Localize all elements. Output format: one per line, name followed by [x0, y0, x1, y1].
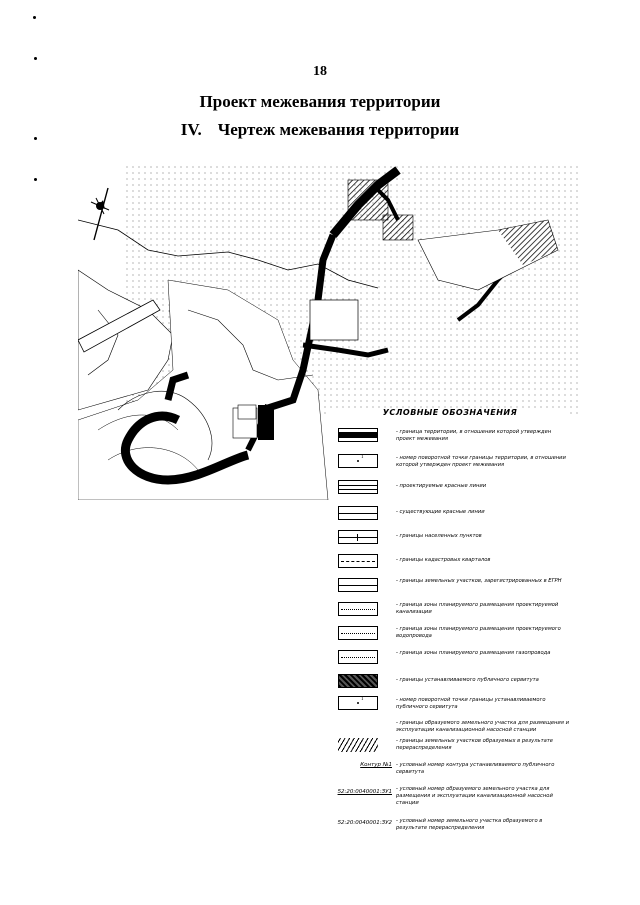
legend-code-label: 52:20:0040001:ЗУ1: [337, 789, 392, 795]
map-legend: [330, 408, 570, 848]
legend-text: - граница зоны планируемого размещения проектируемой канализации: [396, 602, 559, 615]
legend-swatch-line-ticks: [338, 530, 378, 544]
legend-swatch-dotted-zone: [338, 626, 378, 640]
parcel: [310, 300, 358, 340]
legend-swatch-dash-dot-line: [338, 554, 378, 568]
legend-code-label: Контур №1: [360, 762, 392, 768]
legend-text: - номер поворотной точки границы территории, в отношении которой утвержден проект межевания: [396, 455, 566, 468]
margin-mark: [34, 178, 37, 181]
legend-swatch-hatched-band: [338, 674, 378, 688]
parcel: [238, 405, 256, 419]
legend-text: - границы образуемого земельного участка для размещения и эксплуатации канализационной насосной станции: [396, 720, 569, 733]
legend-swatch-point-box: [338, 454, 378, 468]
legend-text: - границы кадастровых кварталов: [396, 557, 491, 563]
legend-point-code: 1: [361, 455, 364, 460]
legend-text: - условный номер образуемого земельного участка для размещения и эксплуатации канализационной насосной станции: [396, 786, 553, 806]
legend-swatch-thick-band: [338, 428, 378, 442]
legend-swatch-single-line: [338, 506, 378, 520]
page-number: 18: [313, 64, 327, 79]
legend-swatch-double-line: [338, 480, 378, 494]
legend-text: - номер поворотной точки границы устанавливаемого публичного сервитута: [396, 697, 546, 710]
building-cluster: [383, 215, 413, 240]
legend-swatch-diagonal-hatch: [338, 738, 378, 752]
margin-mark: [34, 57, 37, 60]
legend-swatch-dotted-zone: [338, 650, 378, 664]
legend-text: - существующие красные линии: [396, 509, 485, 515]
legend-text: - границы устанавливаемого публичного сервитута: [396, 677, 539, 683]
legend-swatch-dotted-zone: [338, 602, 378, 616]
legend-text: - границы населенных пунктов: [396, 533, 482, 539]
legend-text: - условный номер контура устанавливаемого публичного сервитута: [396, 762, 555, 775]
legend-text: - границы земельных участков, зарегистрированных в ЕГРН: [396, 578, 562, 584]
legend-text: - граница зоны планируемого размещения газопровода: [396, 650, 551, 656]
parcel: [258, 405, 274, 440]
margin-mark: [33, 16, 36, 19]
legend-title: УСЛОВНЫЕ ОБОЗНАЧЕНИЯ: [382, 408, 518, 417]
section-title: Чертеж межевания территории: [217, 120, 460, 139]
legend-text: - проектируемые красные линии: [396, 483, 487, 489]
north-arrow-icon: [91, 188, 109, 240]
page-title: Проект межевания территории: [199, 92, 441, 111]
section-heading: [0, 120, 640, 140]
legend-text: - граница территории, в отношении которой утвержден проект межевания: [396, 429, 552, 442]
legend-text: - граница зоны планируемого размещения проектируемого водопровода: [396, 626, 561, 639]
building-cluster: [348, 180, 388, 220]
legend-swatch-thin-line: [338, 578, 378, 592]
legend-text: - условный номер земельного участка образуемого в результате перераспределения: [396, 818, 543, 831]
section-number: IV.: [180, 120, 202, 139]
legend-swatch-point-box: [338, 696, 378, 710]
legend-code-label: 52:20:0040001:ЗУ2: [337, 820, 392, 826]
legend-text: - границы земельных участков образуемых в результате перераспределения: [396, 738, 553, 751]
legend-point-code: 1: [361, 697, 364, 702]
